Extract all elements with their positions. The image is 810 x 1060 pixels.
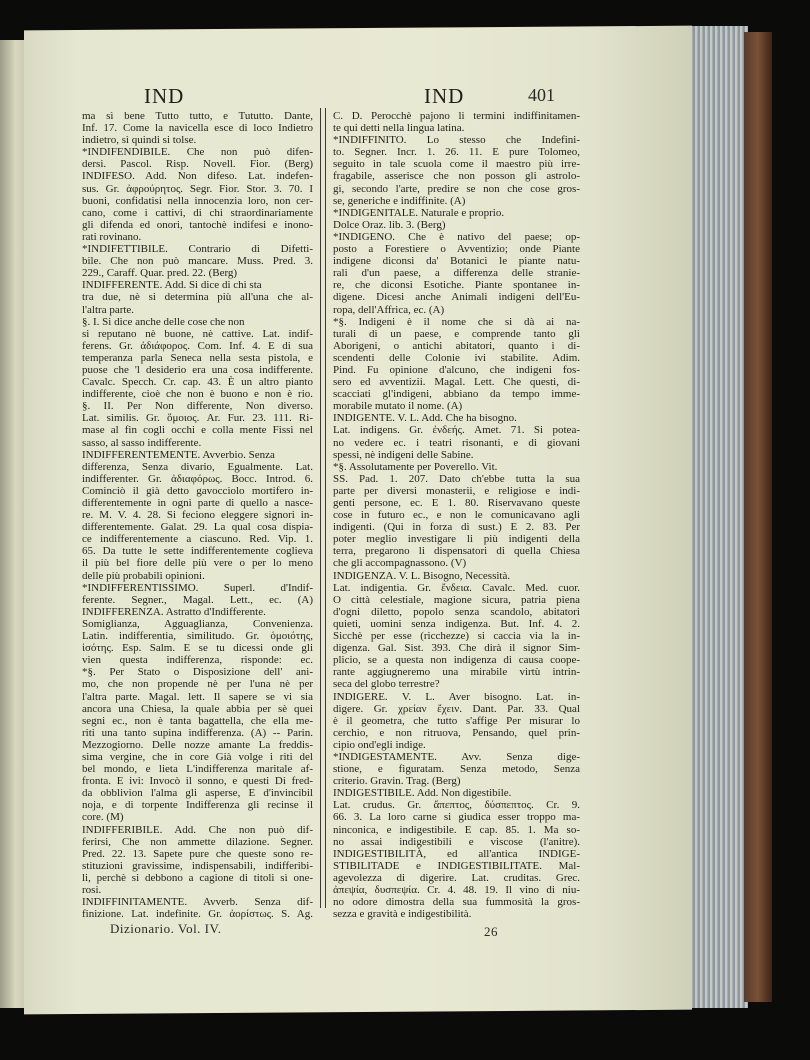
text-line: riti una tanto supina indifferenza. (A) -- Parin. bbox=[82, 726, 313, 739]
text-line: temperanza parla Seneca nella sesta pistola, e bbox=[82, 351, 313, 364]
text-line: INDIFFERENTEMENTE. Avverbio. Senza bbox=[82, 448, 275, 461]
text-line: ce indifferentemente a ciascuno. Red. Vip. 1. bbox=[82, 533, 313, 546]
text-line: mo, che non propende nè per l'una nè per bbox=[82, 678, 313, 691]
text-line: INDIGESTIBILE. Add. Non digestibile. bbox=[333, 787, 512, 800]
text-line: Dolce Oraz. lib. 3. (Berg) bbox=[333, 218, 446, 231]
text-line: Lat. indigentia. Gr. ἔνδεια. Cavalc. Med. cuor. bbox=[333, 581, 580, 594]
text-line: Pind. Fu opinione d'alcuno, che indigeni fos- bbox=[333, 363, 580, 376]
text-line: parte per diversi monasterii, e religiose e indi- bbox=[333, 484, 580, 497]
right-text-column bbox=[333, 110, 580, 920]
text-line: *§. Per Stato o Disposizione dell' ani- bbox=[82, 666, 313, 679]
text-line: differenza, Senza divario, Egualmente. Lat. bbox=[82, 460, 313, 473]
text-line: ma sì bene Tutto tutto, e Tututto. Dante, bbox=[82, 110, 313, 122]
column-divider-rule bbox=[320, 108, 321, 908]
text-line: buoni, confidatisi nella innocenzia loro, non cer- bbox=[82, 194, 313, 207]
left-text-column bbox=[82, 110, 313, 920]
text-line: segni ec., non è tanta bagattella, che ella me- bbox=[82, 714, 313, 727]
volume-footer: Dizionario. Vol. IV. bbox=[110, 921, 222, 936]
text-line: te qui detti nella lingua latina. bbox=[333, 122, 465, 135]
text-line: 66. 3. La loro carne si giudica esser troppo ma- bbox=[333, 811, 580, 824]
text-line: fronta. E ivi: Invocò il sonno, e questi Di fred- bbox=[82, 775, 313, 788]
text-line: *INDIGENO. Che è nativo del paese; op- bbox=[333, 230, 580, 243]
text-line: ninconica, e indigestibile. E cap. 85. 1. Ma so- bbox=[333, 823, 580, 836]
text-line: *INDIFETTIBILE. Contrario di Difetti- bbox=[82, 243, 313, 256]
text-line: seguito in tale scuola come il maestro più irre- bbox=[333, 158, 580, 171]
page-edges-stack bbox=[688, 26, 748, 1008]
text-line: INDIFFINITAMENTE. Avverb. Senza dif- bbox=[82, 896, 313, 909]
text-line: Cominciò il già detto gavocciolo mortifero in- bbox=[82, 484, 313, 497]
text-line: re. M. V. 4. 28. Si feciono eleggere signori in- bbox=[82, 509, 313, 522]
text-line: 229., Caraff. Quar. pred. 22. (Berg) bbox=[82, 267, 238, 280]
text-line: *§. Indigeni è il nome che si dà ai na- bbox=[333, 315, 580, 328]
text-line: indifferenter. Gr. ἀδιαφόρως. Bocc. Introd. 6. bbox=[82, 472, 313, 485]
text-line: Cavalc. Specch. Cr. cap. 43. È un altro pianto bbox=[82, 376, 313, 389]
text-line: che gli accompagnassono. (V) bbox=[333, 557, 467, 570]
text-line: C. D. Perocchè pajono li termini indiffinitamen- bbox=[333, 110, 580, 122]
text-line: sezza e gravità e indigestibilità. bbox=[333, 908, 472, 921]
text-line: sasso, al sasso indifferente. bbox=[82, 436, 202, 449]
text-line: digere. Gr. χρείαν ἔχειν. Dant. Par. 33. Qual bbox=[333, 702, 580, 715]
text-line: no assai indigestibili e viscose (l'anitre). bbox=[333, 835, 580, 848]
text-line: Inf. 17. Come la navicella esce di loco Indietro bbox=[82, 122, 313, 135]
text-line: Sicchè per esse (ricchezze) si caccia via la in- bbox=[333, 630, 580, 643]
text-line: SS. Pad. 1. 207. Dato ch'ebbe tutta la sua bbox=[333, 472, 580, 485]
text-line: ancora una Chiesa, la quale abbia per sè quei bbox=[82, 702, 313, 715]
text-line: finizione. Lat. indefinite. Gr. ἀορίστως. S. Ag. bbox=[82, 908, 313, 921]
text-line: criterio. Gravin. Trag. (Berg) bbox=[333, 775, 461, 788]
text-line: INDIFFERIBILE. Add. Che non può dif- bbox=[82, 823, 313, 836]
text-line: si reputano nè buone, nè cattive. Lat. indif- bbox=[82, 327, 313, 340]
text-line: *INDIFFERENTISSIMO. Superl. d'Indif- bbox=[82, 581, 313, 594]
text-line: spessi, nè indigeni delle Sabine. bbox=[333, 448, 474, 461]
text-line: INDIGESTIBILITÀ, ed all'antica INDIGE- bbox=[333, 847, 580, 860]
text-line: *INDIFFINITO. Lo stesso che Indefini- bbox=[333, 134, 580, 147]
text-line: d'ogni diletto, popolo senza scandolo, abitatori bbox=[333, 605, 580, 618]
text-line: se, generiche e indiffinite. (A) bbox=[333, 194, 466, 207]
text-line: §. II. Per Non differente, Non diverso. bbox=[82, 400, 313, 413]
text-line: è il geometra, che tutto s'affige Per misurar lo bbox=[333, 714, 580, 727]
text-line: da obblivion l'alma gli asperse, E d'invincibil bbox=[82, 787, 313, 800]
text-line: differentemente. Galat. 29. La qual cosa dispia- bbox=[82, 521, 313, 534]
text-line: no odore dimostra della sua fummosità la gros- bbox=[333, 896, 580, 909]
text-line: *INDIFENDIBILE. Che non può difen- bbox=[82, 146, 313, 159]
text-line: rosi. bbox=[82, 884, 102, 896]
text-line: stione, e figuratam. Senza metodo, Senza bbox=[333, 763, 580, 776]
text-line: indietro, sì quindi si tolse. bbox=[82, 134, 197, 147]
text-line: delle più probabili opinioni. bbox=[82, 569, 205, 582]
text-line: bile. Che non può mancare. Muss. Pred. 3. bbox=[82, 255, 313, 268]
text-line: indigene diconsi da' Botanici le piante natu- bbox=[333, 255, 580, 268]
text-line: gli difenda ed onori, tantochè indifesi e inono- bbox=[82, 218, 313, 231]
text-line: Aborigeni, o antichi abitatori, quanto i di- bbox=[333, 339, 580, 352]
book-cover-edge bbox=[744, 32, 772, 1002]
text-line: ἰσότης. Esp. Salm. E se tu dicessi onde gli bbox=[82, 642, 313, 655]
text-line: gi, secondo l'arte, predire se non che cose gros- bbox=[333, 182, 580, 195]
text-line: digenza. Gal. Sist. 393. Che dirà il signor Sim- bbox=[333, 642, 580, 655]
text-line: sero ed avventizii. Magal. Lett. Che questi, di- bbox=[333, 376, 580, 389]
column-divider-rule bbox=[325, 108, 326, 908]
text-line: ferirsi, Che non ammette dilazione. Segner. bbox=[82, 835, 313, 848]
text-line: Somiglianza, Agguaglianza, Convenienza. bbox=[82, 617, 313, 630]
text-line: li, perchè si debbono a cagione di titoli sì one- bbox=[82, 871, 313, 884]
text-line: *INDIGENITALE. Naturale e proprio. bbox=[333, 206, 505, 219]
text-line: Latin. indifferentia, similitudo. Gr. ὁμοιότης, bbox=[82, 630, 313, 643]
text-line: fragabile, asserisce che non posson gli astrolo- bbox=[333, 170, 580, 183]
text-line: Lat. crudus. Gr. ἄπεπτος, δύσπεπτος. Cr. 9. bbox=[333, 799, 580, 812]
text-line: INDIFFERENTE. Add. Si dice di chi sta bbox=[82, 279, 262, 292]
text-line: mase al fin cogli occhi e colla mente Fissi nel bbox=[82, 424, 313, 437]
text-line: cipio ond'egli indige. bbox=[333, 738, 426, 751]
text-line: to. Segner. Incr. 1. 26. 11. E pure Tolomeo, bbox=[333, 146, 580, 159]
text-line: agevolezza di digerire. Lat. cruditas. Grec. bbox=[333, 871, 580, 884]
text-line: indifferente, cioè che non è buono e non è rio. bbox=[82, 388, 313, 401]
text-line: ropa, dell'Affrica, ec. (A) bbox=[333, 303, 445, 316]
text-line: *INDIGESTAMENTE. Avv. Senza dige- bbox=[333, 750, 580, 763]
text-line: turali di un paese, e comprende tanto gli bbox=[333, 327, 580, 340]
text-line: seca del globo terrestre? bbox=[333, 678, 440, 691]
text-line: ferente. Segner., Magal. Lett., ec. (A) bbox=[82, 593, 313, 606]
text-line: cano, come i cattivi, di chi straordinariamente bbox=[82, 206, 313, 219]
text-line: 65. Da tutte le sette indifferentemente coglieva bbox=[82, 545, 313, 558]
text-line: Lat. indigens. Gr. ἐνδεής. Amet. 71. Si potea- bbox=[333, 424, 580, 437]
text-line: morabile mutato il nome. (A) bbox=[333, 400, 463, 413]
text-line: INDIFFERENZA. Astratto d'Indifferente. bbox=[82, 605, 266, 618]
facing-page-edge bbox=[0, 40, 26, 1008]
text-line: digene. Dicesi anche Animali indigeni dell'Eu- bbox=[333, 291, 580, 304]
text-line: posto a Forestiere o Avventizio; onde Piante bbox=[333, 243, 580, 256]
text-line: sima vergine, che in core Già volge i riti del bbox=[82, 750, 313, 763]
text-line: rali d'un paese, a differenza delle stranie- bbox=[333, 267, 580, 280]
text-line: terra, pregarono li dispensatori di quella Chiesa bbox=[333, 545, 580, 558]
running-head-right: IND bbox=[424, 84, 465, 108]
text-line: STIBILITADE e INDIGESTIBILITATE. Mal- bbox=[333, 859, 580, 872]
text-line: quieti, uomini senza indigenza. But. Inf. 4. 2. bbox=[333, 617, 580, 630]
text-line: stituzioni gravissime, indispensabili, indifferibi- bbox=[82, 859, 313, 872]
text-line: cose in futuro ec., e non le comunicavano agli bbox=[333, 509, 580, 522]
text-line: il più bel fiore delle più vere o per lo meno bbox=[82, 557, 313, 570]
text-line: Lat. similis. Gr. ὅμοιος. Ar. Fur. 23. 111. Ri- bbox=[82, 412, 313, 425]
text-line: ἀπεψία, δυσπεψία. Cr. 4. 48. 19. Il vino di niu- bbox=[333, 884, 580, 896]
text-line: dersi. Pascol. Risp. Novell. Fior. (Berg) bbox=[82, 158, 313, 171]
running-head-left: IND bbox=[144, 84, 185, 108]
text-line: vien questa indifferenza, risponde: ec. bbox=[82, 654, 313, 667]
text-line: rati rovinano. bbox=[82, 230, 142, 243]
text-line: l'altra parte. Magal. lett. Il sapere se vi sia bbox=[82, 690, 313, 703]
text-line: bel mondo, e lieta L'indifferenza maritale af- bbox=[82, 763, 313, 776]
text-line: INDIGERE. V. L. Aver bisogno. Lat. in- bbox=[333, 690, 580, 703]
text-line: puose che 'l desiderio era una cosa indifferente. bbox=[82, 363, 313, 376]
text-line: scendenti delle Colonie ivi stabilite. Adim. bbox=[333, 351, 580, 364]
text-line: no vedere ec. i teatri risonanti, e di giovani bbox=[333, 436, 580, 449]
text-line: indigenti. (Qui in forza di sust.) E 2. 83. Per bbox=[333, 521, 580, 534]
text-line: INDIFESO. Add. Non difeso. Lat. indefen- bbox=[82, 170, 313, 183]
text-line: sus. Gr. ἀφρούρητος. Segr. Fior. Stor. 3. 70. I bbox=[82, 182, 313, 195]
text-line: tra due, nè si determina più all'una che al- bbox=[82, 291, 313, 304]
text-line: Mezzogiorno. Delle nozze amante La freddis- bbox=[82, 738, 313, 751]
text-line: differentemente in ogni parte di quello a nasce- bbox=[82, 497, 313, 509]
text-line: ferens. Gr. ἀδιάφορος. Com. Inf. 4. E di sua bbox=[82, 339, 313, 352]
signature-mark: 26 bbox=[484, 924, 498, 939]
text-line: re, che diconsi Esotiche. Piante spontanee in- bbox=[333, 279, 580, 292]
text-line: §. I. Si dice anche delle cose che non bbox=[82, 315, 245, 328]
text-line: cerchio, e non ritruova, Pensando, quel prin- bbox=[333, 726, 580, 739]
text-line: INDIGENZA. V. L. Bisogno, Necessità. bbox=[333, 569, 511, 582]
text-line: scacciati gl'indigeni, abbiano da tempo imme- bbox=[333, 388, 580, 401]
text-line: INDIGENTE. V. L. Add. Che ha bisogno. bbox=[333, 412, 517, 425]
text-line: *§. Assolutamente per Poverello. Vit. bbox=[333, 460, 498, 473]
text-line: Pred. 22. 13. Sapete pure che queste sono re- bbox=[82, 847, 313, 860]
text-line: poter meglio investigare li più indigenti della bbox=[333, 533, 580, 546]
text-line: core. (M) bbox=[82, 811, 124, 824]
text-line: noja, e di torpente Indifferenza gli recinse il bbox=[82, 799, 313, 812]
text-line: O città celestiale, magione sicura, patria piena bbox=[333, 593, 580, 606]
text-line: genti persone, ec. E 1. 80. Riservavano queste bbox=[333, 497, 580, 509]
page-number: 401 bbox=[528, 85, 555, 105]
text-line: plicio, se a questa non indigenza di causa coope- bbox=[333, 654, 580, 667]
text-line: rante aggiugneremo una mirabile virtù intrin- bbox=[333, 666, 580, 679]
text-line: l'altra parte. bbox=[82, 303, 135, 316]
